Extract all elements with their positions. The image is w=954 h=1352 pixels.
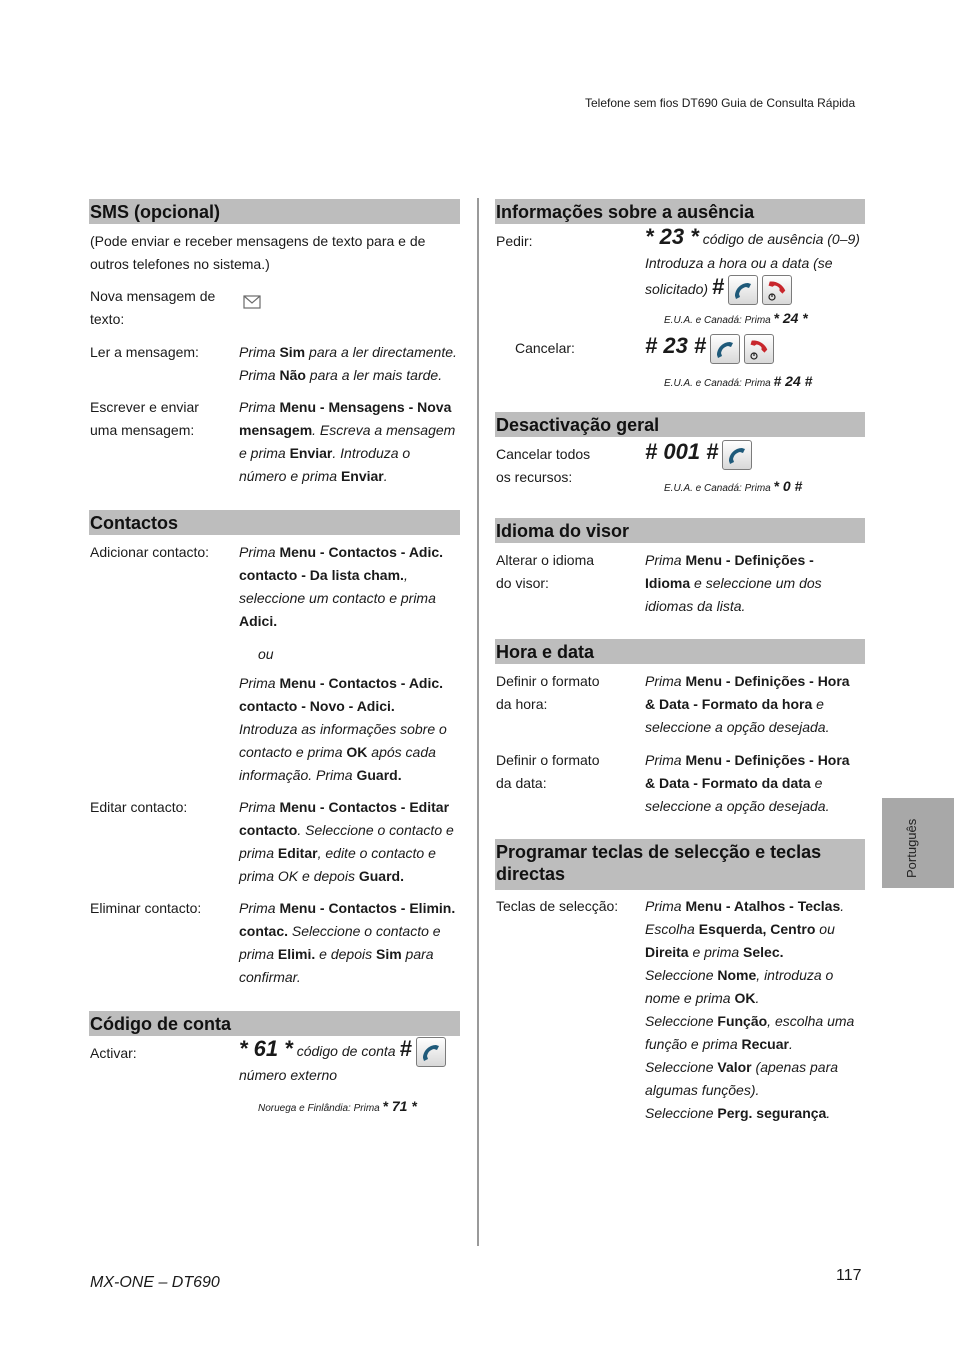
call-key-icon [416, 1037, 446, 1067]
absence-cancel-desc: # 23 # [645, 334, 774, 364]
desactivacao-section-title: Desactivação geral [495, 412, 865, 437]
absence-cancel-note: E.U.A. e Canadá: Prima # 24 # [664, 373, 813, 389]
edit-contact-desc: Prima Menu - Contactos - Editar contacto. Seleccione o contacto e prima Editar, edite o contacto e prima OK e depois Guard. [239, 799, 454, 884]
end-call-key-icon [744, 334, 774, 364]
soft-keys-desc: Prima Menu - Atalhos - Teclas. Escolha Esquerda, Centro ou Direita e prima Selec. Seleccione Nome, introduza o nome e prima OK. Seleccione Função, escolha uma função e prima Recuar. Seleccione Valor (apenas para algumas funções). Seleccione Perg. segurança. [645, 898, 855, 1121]
activate-label: Activar: [90, 1045, 137, 1061]
delete-contact-desc: Prima Menu - Contactos - Elimin. contac. Seleccione o contacto e prima Elimi. e depois Sim para confirmar. [239, 900, 456, 985]
deactivate-desc: # 001 # [645, 440, 752, 470]
page-number: 117 [836, 1267, 862, 1284]
sms-section-title: SMS (opcional) [89, 199, 460, 224]
idioma-section-title: Idioma do visor [495, 518, 865, 543]
teclas-section-title: Programar teclas de selecção e teclas directas [495, 839, 865, 890]
account-code-note: Noruega e Finlândia: Prima * 71 * [258, 1098, 417, 1114]
absence-ask-note: E.U.A. e Canadá: Prima * 24 * [664, 310, 808, 326]
external-number-text: número externo [239, 1067, 338, 1083]
sms-write-label: Escrever e enviar uma mensagem: [90, 399, 199, 438]
sms-read-desc: Prima Sim para a ler directamente. Prima Não para a ler mais tarde. [239, 344, 457, 383]
footer-product: MX-ONE – DT690 [90, 1274, 220, 1291]
envelope-icon [243, 294, 261, 315]
add-contact-desc: Prima Menu - Contactos - Adic. contacto - Da lista cham., seleccione um contacto e prima Adici. [239, 544, 444, 629]
language-desc: Prima Menu - Definições - Idioma e seleccione um dos idiomas da lista. [645, 552, 822, 614]
header-title: Telefone sem fios DT690 Guia de Consulta Rápida [585, 96, 856, 110]
ausencia-section-title: Informações sobre a ausência [495, 199, 865, 224]
or-text: ou [258, 646, 274, 662]
time-format-label: Definir o formato da hora: [496, 673, 600, 712]
side-tab-label: Português [904, 818, 919, 878]
sms-read-label: Ler a mensagem: [90, 344, 199, 360]
soft-keys-label: Teclas de selecção: [496, 898, 619, 914]
absence-ask-desc: * 23 * código de ausência (0–9) Introduza a hora ou a data (se solicitado) # [645, 225, 870, 305]
language-label: Alterar o idioma do visor: [496, 552, 595, 591]
call-key-icon [710, 334, 740, 364]
add-contact-new-desc: Prima Menu - Contactos - Adic. contacto - Novo - Adici. Introduza as informações sobre o contacto e prima OK após cada informação. Prima Guard. [239, 675, 447, 783]
sms-write-desc: Prima Menu - Mensagens - Nova mensagem. Escreva a mensagem e prima Enviar. Introduza o número e prima Enviar. [239, 399, 456, 484]
codigo-section-title: Código de conta [89, 1011, 460, 1036]
date-format-desc: Prima Menu - Definições - Hora & Data - Formato da data e seleccione a opção desejada. [645, 752, 850, 814]
call-key-icon [728, 275, 758, 305]
language-side-tab [882, 798, 954, 888]
call-key-icon [722, 440, 752, 470]
end-call-key-icon [762, 275, 792, 305]
contactos-section-title: Contactos [89, 510, 460, 535]
cancel-all-label: Cancelar todos os recursos: [496, 446, 591, 485]
time-format-desc: Prima Menu - Definições - Hora & Data - Formato da hora e seleccione a opção desejada. [645, 673, 850, 735]
date-format-label: Definir o formato da data: [496, 752, 600, 791]
sms-intro: (Pode enviar e receber mensagens de texto para e de outros telefones no sistema.) [90, 233, 426, 272]
deactivate-note: E.U.A. e Canadá: Prima * 0 # [664, 478, 803, 494]
column-divider [477, 198, 479, 1246]
account-code-desc: * 61 * código de conta # [239, 1036, 469, 1067]
edit-contact-label: Editar contacto: [90, 799, 188, 815]
cancel-label: Cancelar: [515, 340, 575, 356]
add-contact-label: Adicionar contacto: [90, 544, 210, 560]
delete-contact-label: Eliminar contacto: [90, 900, 202, 916]
sms-new-label: Nova mensagem de texto: [90, 288, 216, 327]
hora-section-title: Hora e data [495, 639, 865, 664]
ask-label: Pedir: [496, 233, 533, 249]
